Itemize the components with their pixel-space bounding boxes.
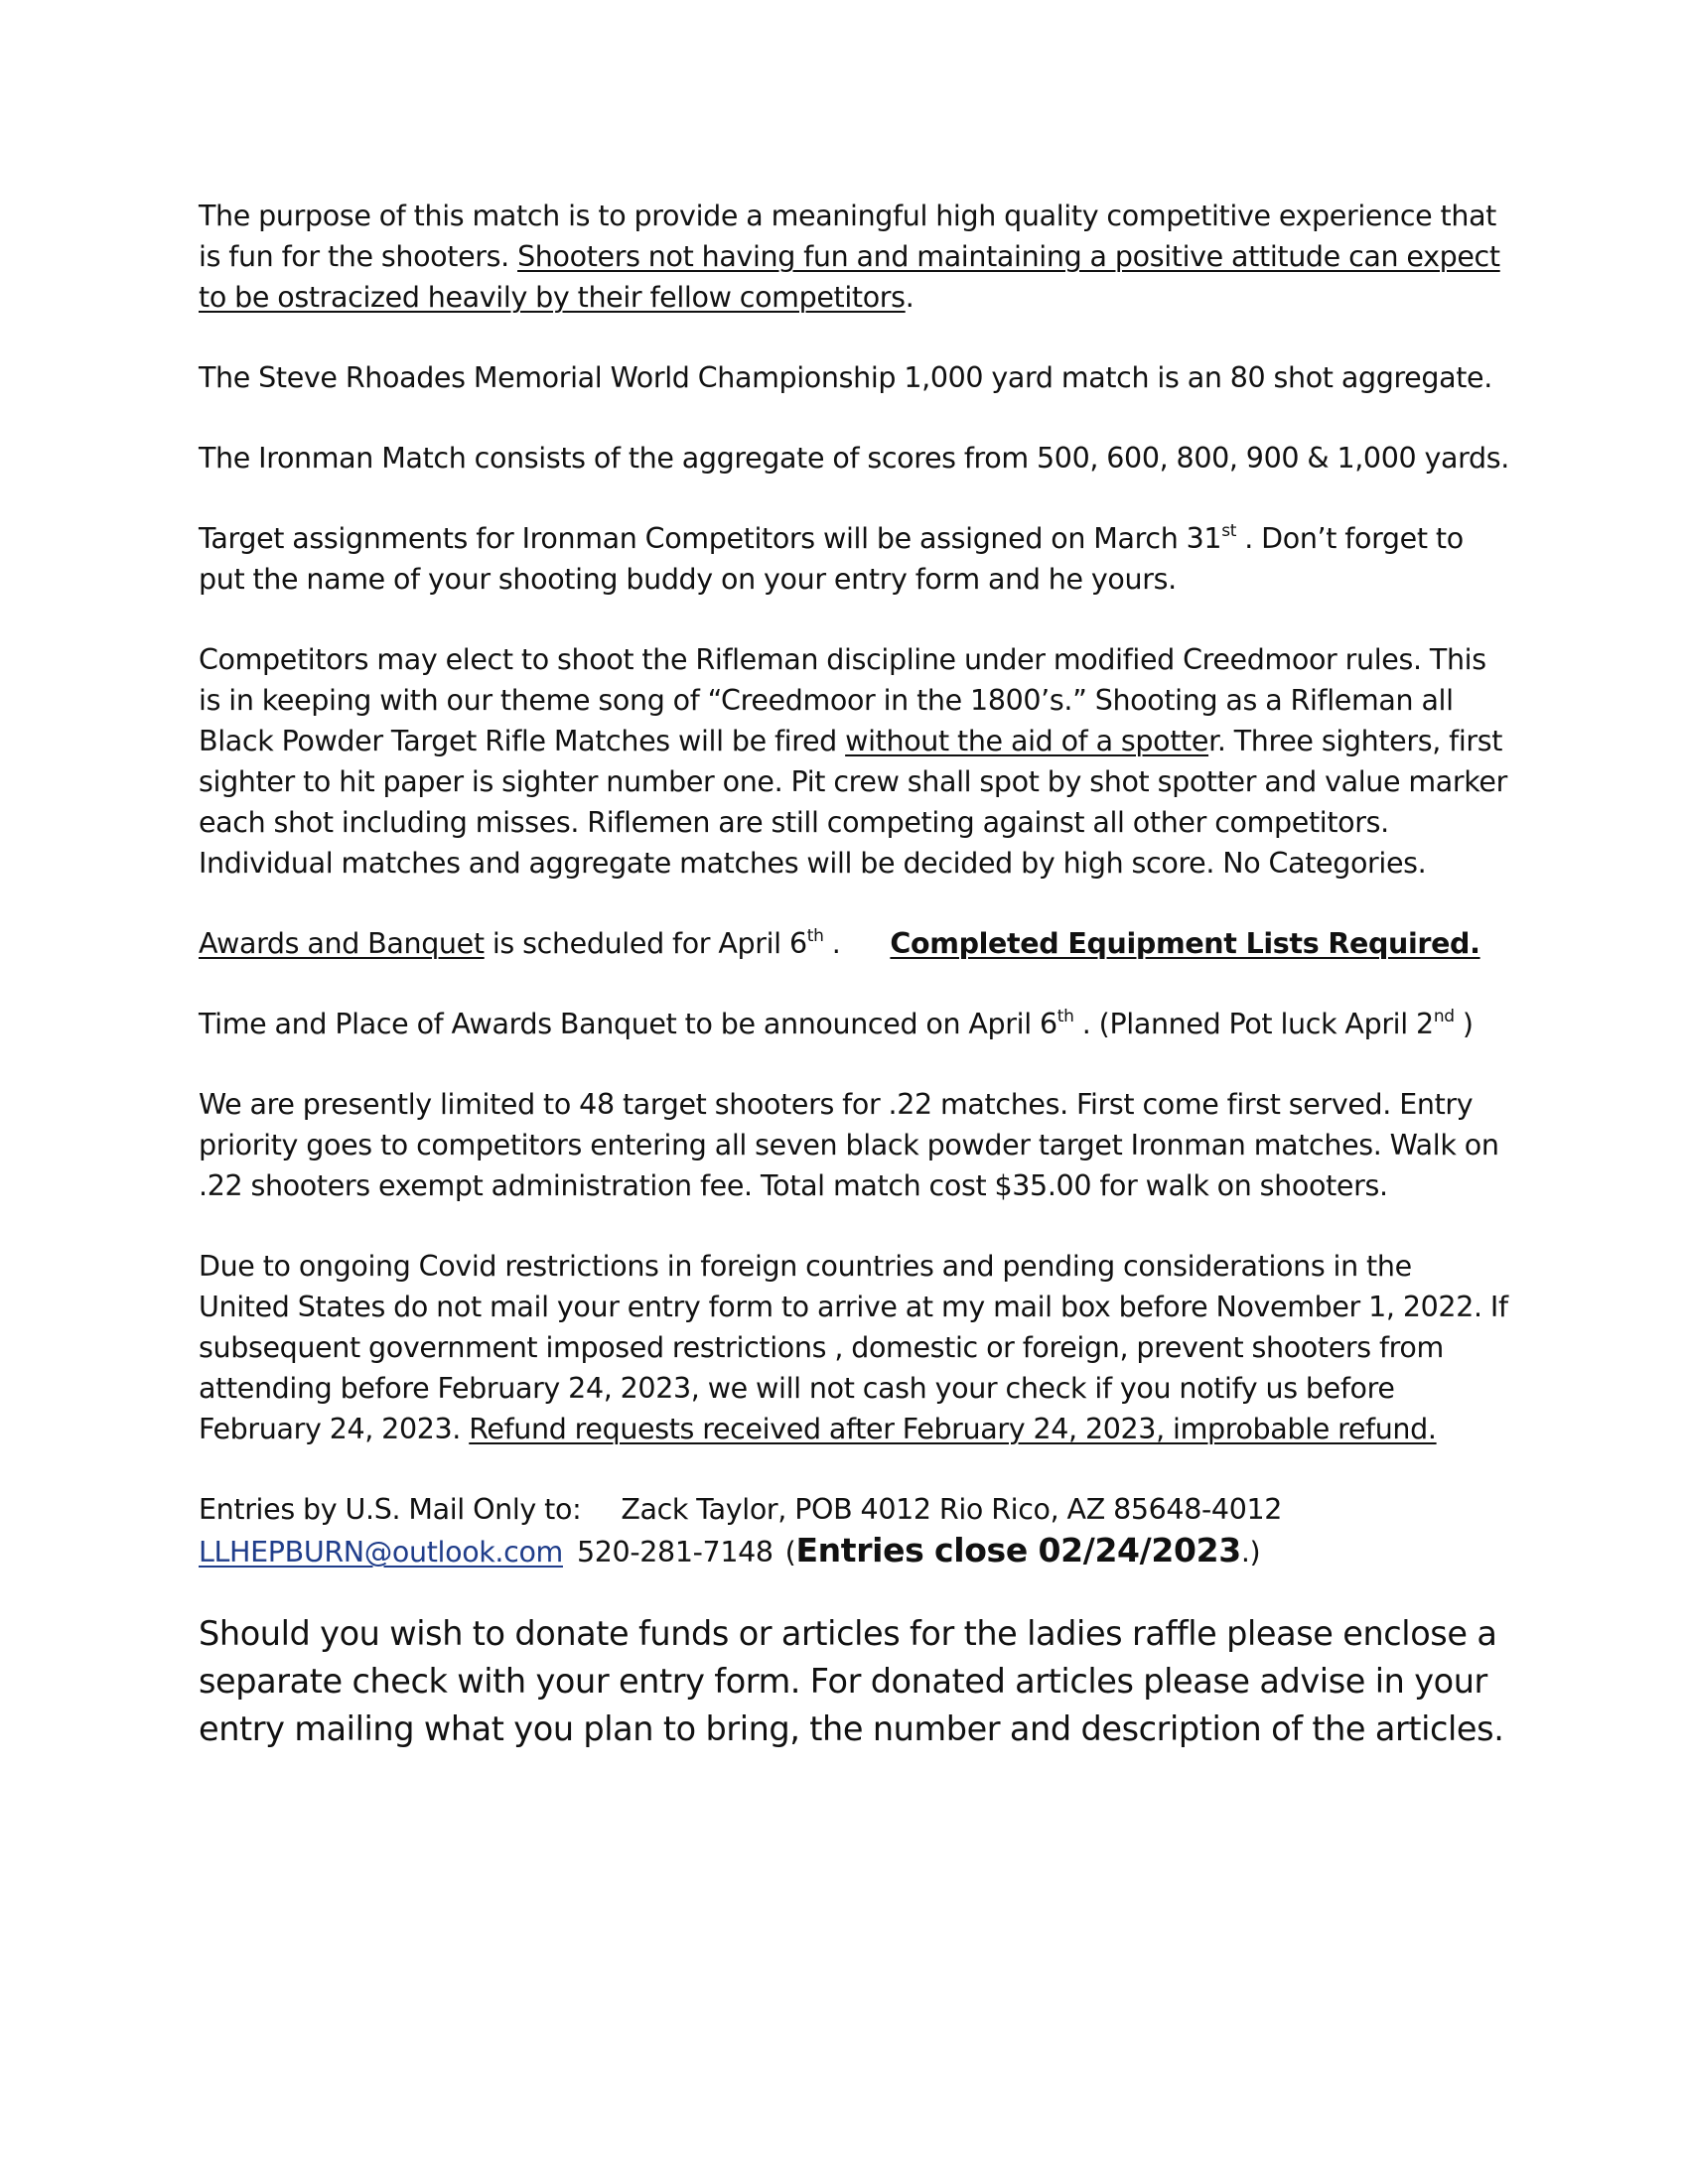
limits-paragraph: We are presently limited to 48 target shooters for .22 matches. First come first served. Entry priority goes to competitors entering all seven black powder target Ironman matches. Walk on .22 shooters exempt administration fee. Total match cost $35.00 for walk on shooters.	[199, 1088, 1499, 1202]
shooting-buddy-text: . Don’t forget to put the name of your shooting buddy on your entry form and he yours.	[199, 522, 1464, 596]
purpose-paragraph	[199, 196, 1509, 318]
entries-close-notice: Entries close 02/24/2023	[795, 1531, 1241, 1570]
target-assignments-text: Target assignments for Ironman Competitors will be assigned on March 31	[199, 522, 1222, 555]
mailing-address: Zack Taylor, POB 4012 Rio Rico, AZ 85648-4012	[621, 1493, 1283, 1526]
championship-paragraph: The Steve Rhoades Memorial World Championship 1,000 yard match is an 80 shot aggregate.	[199, 361, 1492, 394]
equipment-lists-notice: Completed Equipment Lists Required.	[890, 927, 1480, 960]
target-assignments-paragraph	[199, 518, 1509, 600]
awards-date-text: is scheduled for April 6	[484, 927, 807, 960]
entries-label: Entries by U.S. Mail Only to:	[199, 1493, 582, 1526]
rifleman-text-end: r. Three sighters, first sighter to hit paper is sighter number one. Pit crew shall spot by shot spotter and value marker each shot including misses. Riflemen are still competing against all other competitors. Individual matches and aggregate matches will be decided by high score. No Categories.	[199, 725, 1507, 880]
close-paren: .)	[1240, 1536, 1261, 1569]
ordinal-suffix: th	[1056, 1007, 1074, 1026]
purpose-text: The purpose of this match is to provide a meaningful high quality competitive experience that is fun for the shooters.	[199, 200, 1497, 273]
pot-luck-text: . (Planned Pot luck April 2	[1073, 1008, 1434, 1040]
pot-luck-end: )	[1454, 1008, 1474, 1040]
ordinal-suffix: th	[806, 926, 824, 946]
banquet-place-text: Time and Place of Awards Banquet to be announced on April 6	[199, 1008, 1057, 1040]
ordinal-suffix: nd	[1433, 1007, 1455, 1026]
contact-line	[199, 1530, 1509, 1572]
awards-paragraph	[199, 923, 1509, 964]
open-paren: (	[784, 1536, 796, 1569]
fun-warning-text: Shooters not having fun and maintaining a positive attitude can expect to be ostracized heavily by their fellow competitors	[199, 240, 1500, 314]
rifleman-text-start: Competitors may elect to shoot the Rifleman discipline under modified Creedmoor rules. This is in keeping with our theme song of “Creedmoor in the 1800’s.” Shooting as a Rifleman all Black Powder Target Rifle Matches will be fired	[199, 643, 1486, 757]
ironman-paragraph: The Ironman Match consists of the aggregate of scores from 500, 600, 800, 900 & 1,000 yards.	[199, 442, 1509, 475]
document-body	[199, 196, 1509, 1787]
banquet-place-paragraph	[199, 1004, 1509, 1044]
raffle-donation-paragraph: Should you wish to donate funds or articles for the ladies raffle please enclose a separate check with your entry form. For donated articles please advise in your entry mailing what you plan to bring, the number and description of the articles.	[199, 1614, 1504, 1748]
no-spotter-text: without the aid of a spotte	[845, 725, 1209, 757]
awards-date-end: .	[823, 927, 841, 960]
purpose-end: .	[905, 281, 914, 314]
ordinal-suffix: st	[1221, 521, 1237, 541]
covid-paragraph	[199, 1246, 1509, 1449]
refund-notice: Refund requests received after February 24, 2023, improbable refund.	[469, 1413, 1437, 1445]
awards-banquet-label: Awards and Banquet	[199, 927, 485, 960]
entries-line	[199, 1489, 1509, 1530]
covid-text: Due to ongoing Covid restrictions in foreign countries and pending considerations in the United States do not mail your entry form to arrive at my mail box before November 1, 2022. If subsequent government imposed restrictions , domestic or foreign, prevent shooters from attending before February 24, 2023, we will not cash your check if you notify us before February 24, 2023.	[199, 1250, 1508, 1445]
rifleman-paragraph	[199, 639, 1509, 884]
phone-number: 520-281-7148	[576, 1536, 774, 1569]
email-link[interactable]: LLHEPBURN@outlook.com	[199, 1536, 563, 1569]
